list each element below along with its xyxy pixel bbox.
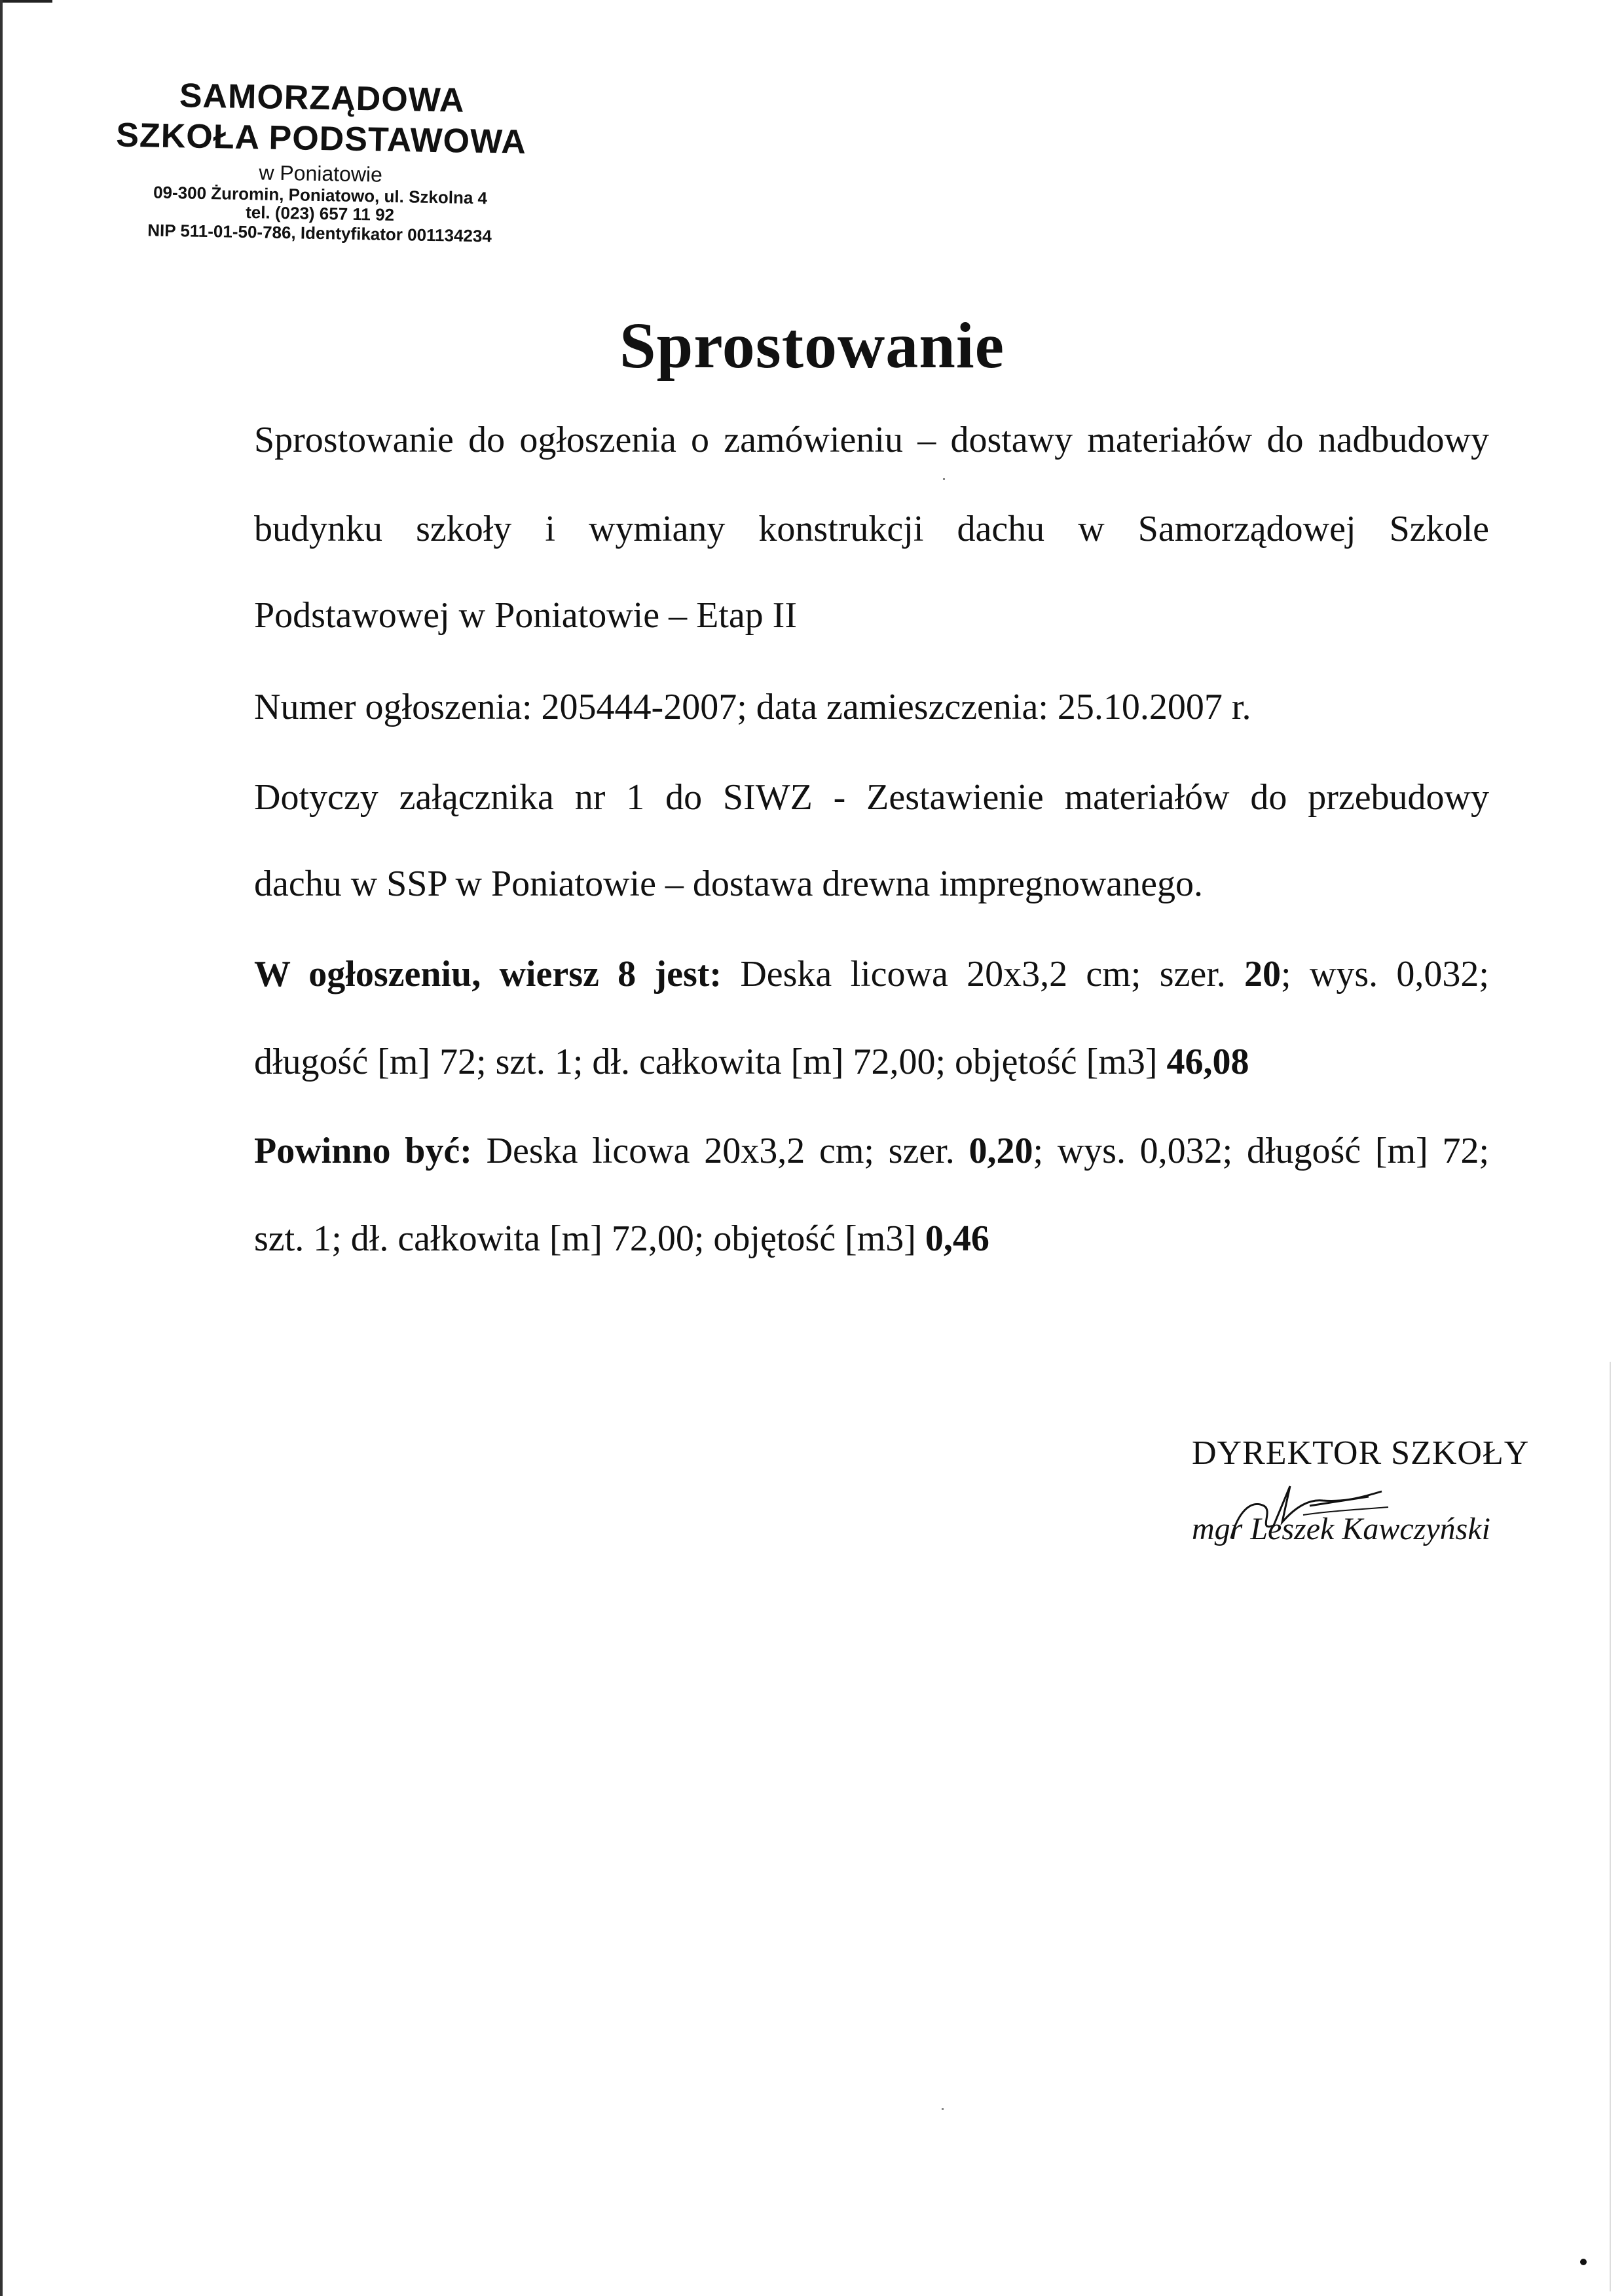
stamp-address: 09-300 Żuromin, Poniatowo, ul. Szkolna 4 [153,182,488,208]
powinno-width-value: 0,20 [969,1131,1033,1171]
jest-text-2: ; wys. 0,032; [1281,954,1489,994]
powinno-line-2 [254,1218,1489,1260]
stamp-line-1: SAMORZĄDOWA [179,77,465,120]
powinno-line-1 [254,1130,1489,1172]
scan-edge-right [1610,1362,1611,2291]
intro-line-1: Sprostowanie do ogłoszenia o zamówieniu – dostawy materiałów do nadbudowy [254,420,1489,460]
document-title: Sprostowanie [619,309,1005,382]
jest-label: W ogłoszeniu, wiersz 8 jest: [254,954,722,994]
powinno-label: Powinno być: [254,1131,472,1171]
powinno-text-1: Deska licowa 20x3,2 cm; szer. [471,1131,969,1171]
jest-text-1: Deska licowa 20x3,2 cm; szer. [722,954,1245,994]
powinno-text-2: ; wys. 0,032; długość [m] 72; [1033,1131,1489,1171]
signature-title: DYREKTOR SZKOŁY [1192,1434,1530,1472]
announcement-number: Numer ogłoszenia: 205444-2007; data zamieszczenia: 25.10.2007 r. [254,687,1251,727]
stamp-nip: NIP 511-01-50-786, Identyfikator 001134234 [147,220,492,246]
intro-line-2: budynku szkoły i wymiany konstrukcji dachu w Samorządowej Szkole [254,509,1489,549]
jest-volume-value: 46,08 [1166,1042,1249,1082]
jest-line-2-text: długość [m] 72; szt. 1; dł. całkowita [m] 72,00; objętość [m3] [254,1042,1167,1082]
signature-block [1172,1434,1539,1565]
scan-speck [943,478,945,480]
stamp-line-3: w Poniatowie [259,160,383,187]
powinno-line-2-text: szt. 1; dł. całkowita [m] 72,00; objętość [m3] [254,1218,925,1259]
jest-width-value: 20 [1244,954,1282,994]
attachment-line-2: dachu w SSP w Poniatowie – dostawa drewna impregnowanego. [254,864,1203,904]
scan-edge-top [0,0,52,3]
scan-dot [1580,2259,1587,2265]
school-stamp [103,73,538,247]
stamp-line-2: SZKOŁA PODSTAWOWA [115,116,527,162]
intro-line-3: Podstawowej w Poniatowie – Etap II [254,595,797,636]
stamp-phone: tel. (023) 657 11 92 [245,202,395,225]
attachment-line-1: Dotyczy załącznika nr 1 do SIWZ - Zestawienie materiałów do przebudowy [254,777,1489,818]
jest-line-2 [254,1041,1489,1083]
signature-name: mgr Leszek Kawczyński [1192,1512,1490,1546]
powinno-volume-value: 0,46 [925,1218,989,1259]
scan-speck [942,2108,944,2110]
jest-line-1 [254,953,1489,995]
